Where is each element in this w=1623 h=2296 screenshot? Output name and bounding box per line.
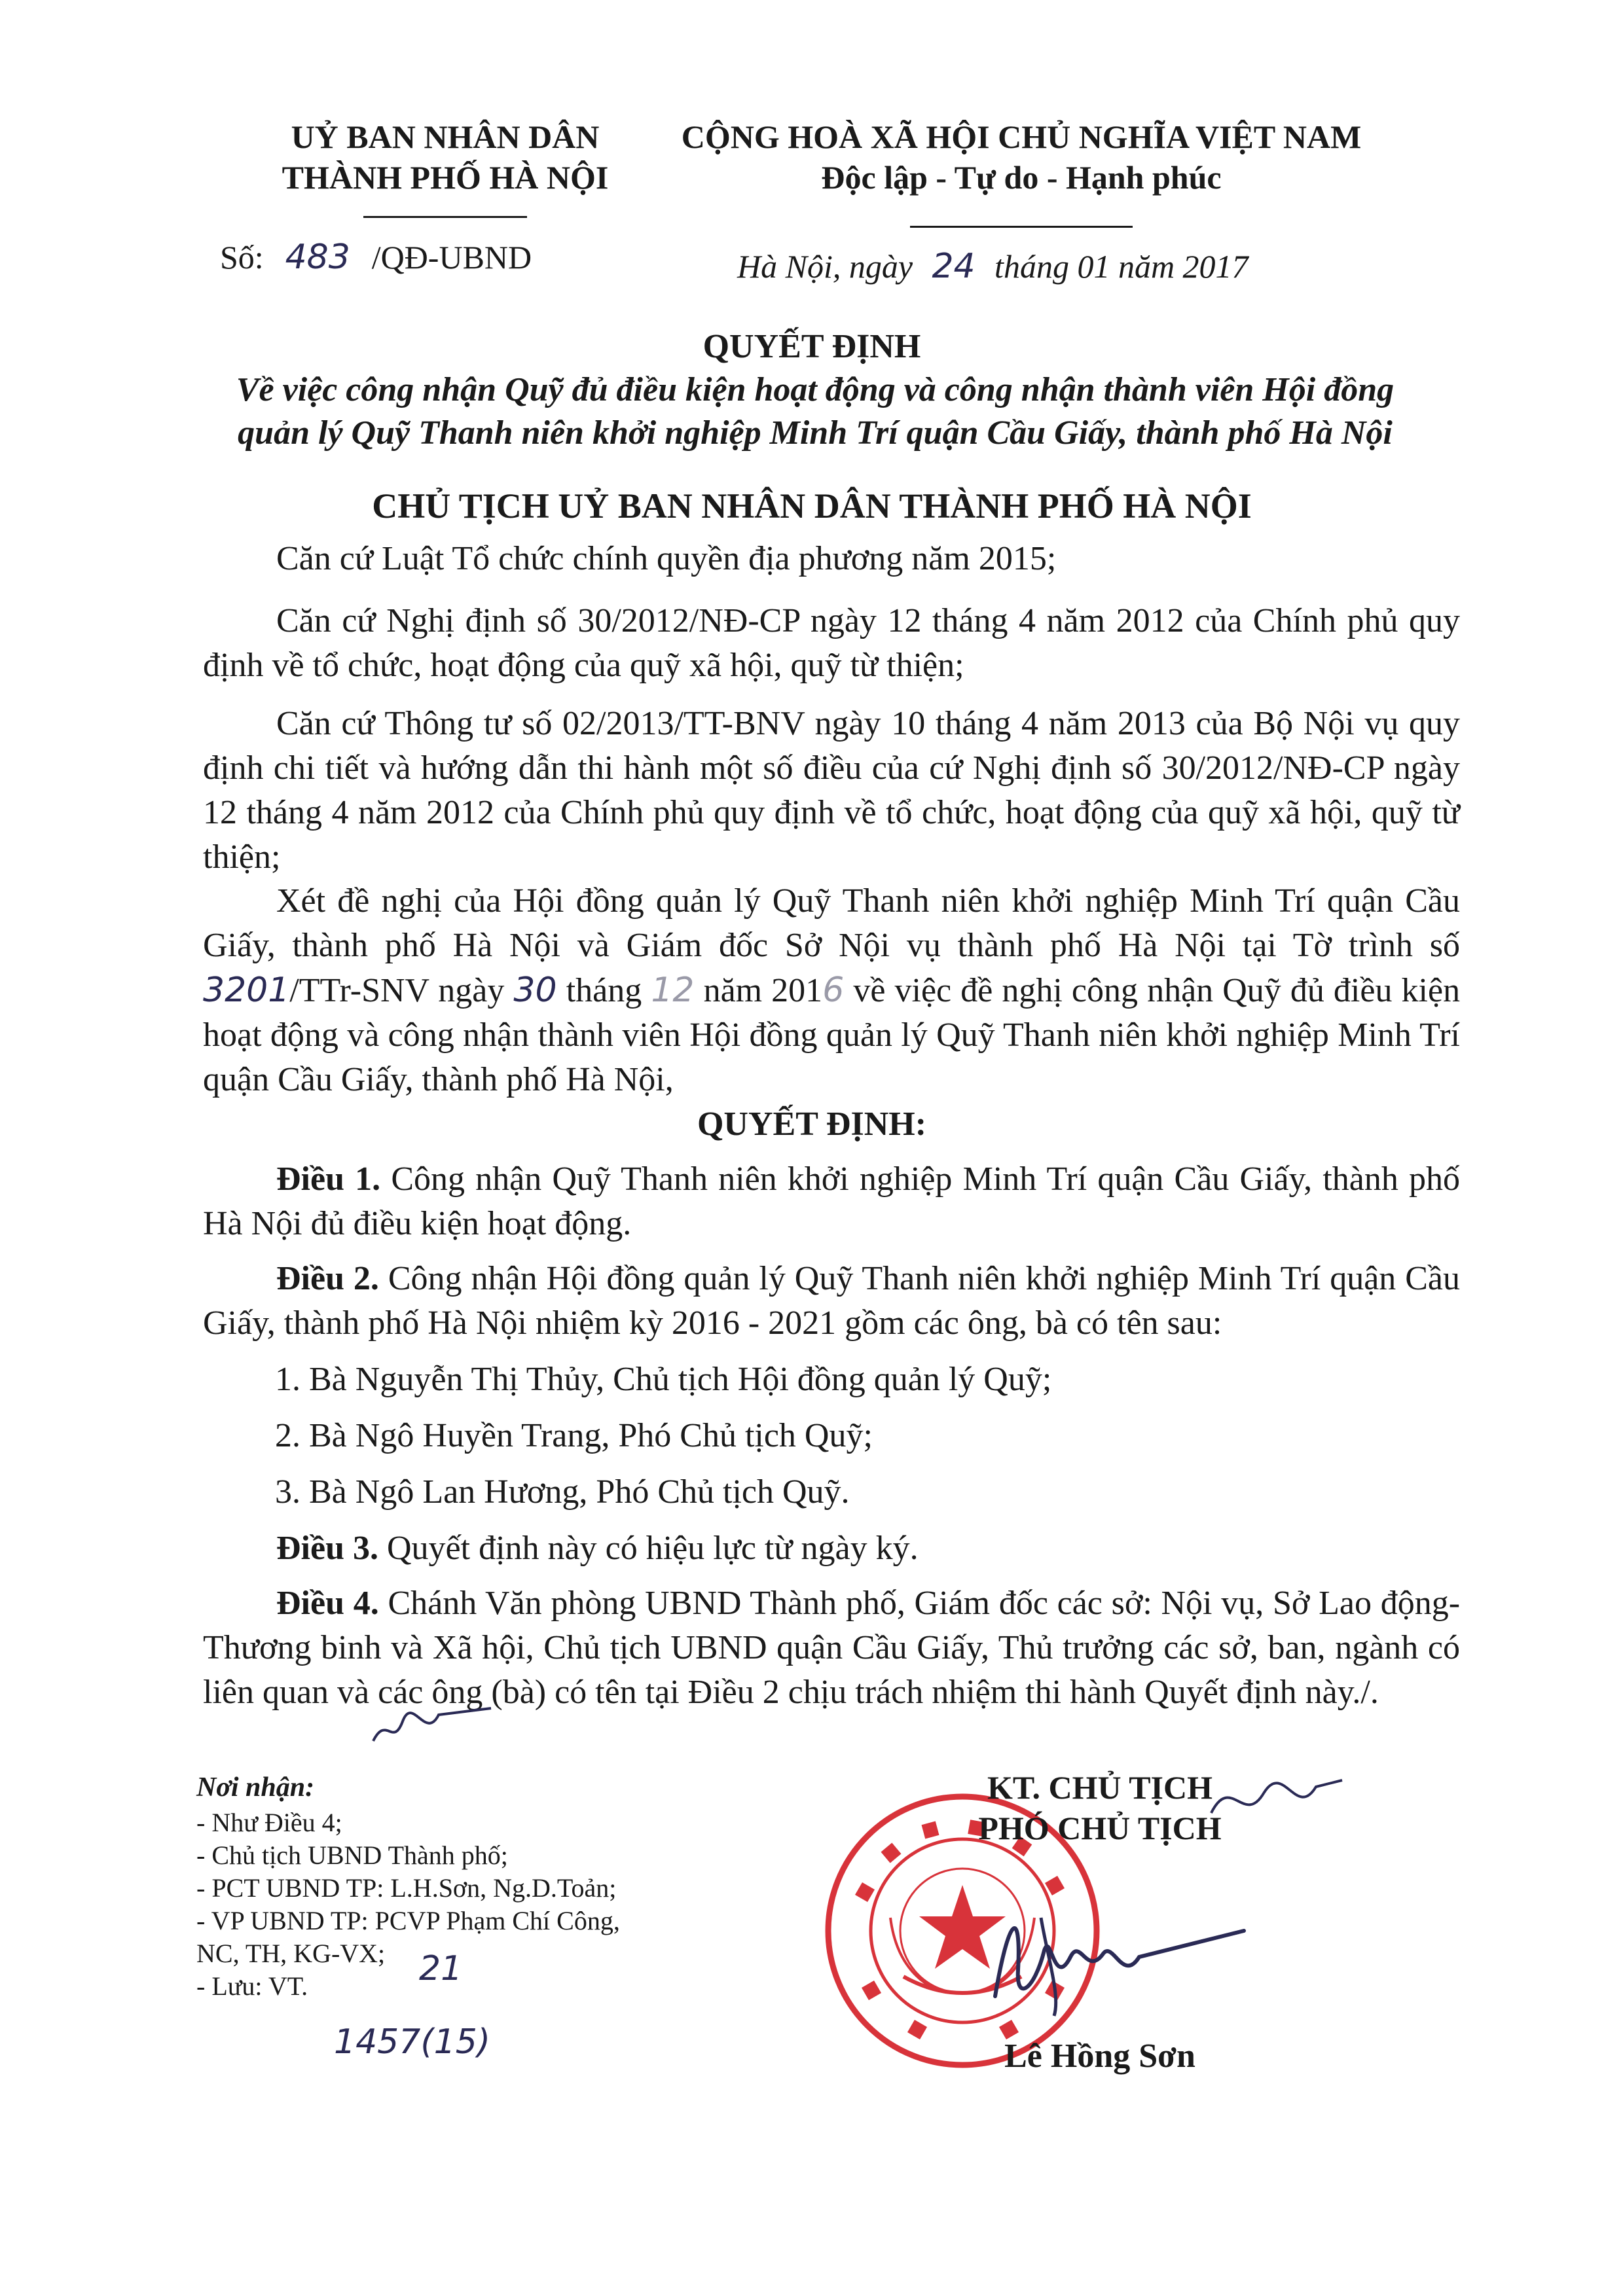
national-motto: Độc lập - Tự do - Hạnh phúc: [821, 159, 1222, 196]
recipients-heading: Nơi nhận:: [196, 1772, 315, 1803]
proposal-number: 3201: [203, 971, 290, 1010]
basis-text-2: Căn cứ Nghị định số 30/2012/NĐ-CP ngày 12 tháng 4 năm 2012 của Chính phủ quy định về tổ chức, hoạt động của quỹ xã hội, quỹ từ thiện;: [203, 602, 1460, 684]
recipient-1: - Như Điều 4;: [196, 1808, 342, 1837]
basis-paragraph-4: [203, 879, 1460, 1102]
article-1-text: Công nhận Quỹ Thanh niên khởi nghiệp Minh Trí quận Cầu Giấy, thành phố Hà Nội đủ điều kiện hoạt động.: [203, 1160, 1461, 1242]
document-subject: [151, 368, 1480, 455]
article-4-text: Chánh Văn phòng UBND Thành phố, Giám đốc các sở: Nội vụ, Sở Lao động- Thương binh và Xã hội, Chủ tịch UBND quận Cầu Giấy, Thủ trưởng các sở, ban, ngành có liên quan và các ông (bà) có tên tại Điều 2 chịu trách nhiệm thi hành Quyết định này./.: [203, 1585, 1461, 1711]
date-prefix: Hà Nội, ngày: [737, 248, 913, 285]
article-4: [203, 1581, 1460, 1715]
issuer-header: [196, 117, 694, 198]
basis-text-4d: năm 201: [703, 972, 823, 1009]
member-2: 2. Bà Ngô Huyền Trang, Phó Chủ tịch Quỹ;: [275, 1417, 873, 1454]
handwritten-reference: 1457(15): [334, 2022, 491, 2062]
recipient-6: - Lưu: VT.: [196, 1971, 308, 2001]
handwritten-count: 21: [419, 1949, 463, 1988]
basis-paragraph-2: [203, 599, 1460, 688]
article-1-label: Điều 1.: [276, 1160, 381, 1198]
number-value: 483: [285, 238, 350, 277]
document-title: QUYẾT ĐỊNH: [702, 328, 921, 365]
date-day: 24: [932, 247, 976, 286]
national-header: [629, 117, 1414, 198]
national-line1: CỘNG HOÀ XÃ HỘI CHỦ NGHĨA VIỆT NAM: [681, 118, 1362, 155]
recipient-4: - VP UBND TP: PCVP Phạm Chí Công,: [196, 1906, 620, 1935]
document-number: [220, 237, 532, 278]
signature-flourish: [1205, 1767, 1349, 1833]
proposal-month: 12: [651, 971, 695, 1010]
issue-date: [737, 246, 1249, 287]
article-3-text: Quyết định này có hiệu lực từ ngày ký.: [387, 1530, 919, 1567]
article-1: [203, 1157, 1460, 1246]
basis-text-4b: /TTr-SNV ngày: [289, 972, 505, 1009]
proposal-day: 30: [513, 971, 557, 1010]
number-suffix: /QĐ-UBND: [371, 239, 532, 276]
recipient-5: NC, TH, KG-VX;: [196, 1939, 386, 1968]
number-label: Số:: [220, 239, 264, 276]
recipient-2: - Chủ tịch UBND Thành phố;: [196, 1840, 508, 1870]
basis-text-4c: tháng: [566, 972, 642, 1009]
article-2: [203, 1257, 1460, 1346]
signature-line1: KT. CHỦ TỊCH: [987, 1769, 1213, 1806]
member-3: 3. Bà Ngô Lan Hương, Phó Chủ tịch Quỹ.: [275, 1473, 850, 1511]
date-suffix: tháng 01 năm 2017: [994, 248, 1249, 285]
article-2-text: Công nhận Hội đồng quản lý Quỹ Thanh niên khởi nghiệp Minh Trí quận Cầu Giấy, thành phố Hà Nội nhiệm kỳ 2016 - 2021 gồm các ông, bà có tên sau:: [203, 1260, 1460, 1342]
initial-mark: [367, 1702, 498, 1754]
recipient-3: - PCT UBND TP: L.H.Sơn, Ng.D.Toản;: [196, 1873, 617, 1903]
decision-heading: QUYẾT ĐỊNH:: [697, 1105, 927, 1143]
article-2-label: Điều 2.: [276, 1260, 379, 1297]
basis-text-4e: về việc đề nghị công nhận Quỹ đủ điều kiện hoạt động và công nhận thành viên Hội đồng quản lý Quỹ Thanh niên khởi nghiệp Minh Trí quận Cầu Giấy, thành phố Hà Nội,: [203, 972, 1461, 1098]
basis-paragraph-3: [203, 702, 1460, 880]
basis-text-4a: Xét đề nghị của Hội đồng quản lý Quỹ Thanh niên khởi nghiệp Minh Trí quận Cầu Giấy, thành phố Hà Nội và Giám đốc Sở Nội vụ thành phố Hà Nội tại Tờ trình số: [203, 882, 1460, 964]
article-3: [203, 1526, 1460, 1571]
recipients-list: [196, 1806, 773, 2003]
issuer-line2: THÀNH PHỐ HÀ NỘI: [282, 159, 609, 196]
basis-text-3: Căn cứ Thông tư số 02/2013/TT-BNV ngày 10 tháng 4 năm 2013 của Bộ Nội vụ quy định chi tiết và hướng dẫn thi hành một số điều của cứ Nghị định số 30/2012/NĐ-CP ngày 12 tháng 4 năm 2012 của Chính phủ quy định về tổ chức, hoạt động của quỹ xã hội, quỹ từ thiện;: [203, 705, 1460, 876]
authority-heading: CHỦ TỊCH UỶ BAN NHÂN DÂN THÀNH PHỐ HÀ NỘI: [372, 486, 1252, 526]
member-1: 1. Bà Nguyễn Thị Thủy, Chủ tịch Hội đồng quản lý Quỹ;: [275, 1361, 1052, 1398]
motto-underline: [910, 226, 1133, 228]
issuer-underline: [363, 216, 527, 218]
article-4-label: Điều 4.: [276, 1585, 379, 1622]
issuer-line1: UỶ BAN NHÂN DÂN: [291, 118, 600, 155]
signature-line2: PHÓ CHỦ TỊCH: [978, 1810, 1222, 1846]
basis-paragraph-1: [203, 537, 1460, 581]
subject-line1: Về việc công nhận Quỹ đủ điều kiện hoạt động và công nhận thành viên Hội đồng: [236, 371, 1395, 408]
article-3-label: Điều 3.: [276, 1530, 378, 1567]
subject-line2: quản lý Quỹ Thanh niên khởi nghiệp Minh Trí quận Cầu Giấy, thành phố Hà Nội: [238, 414, 1393, 452]
signer-name: Lê Hồng Sơn: [1004, 2037, 1195, 2075]
basis-text-1: Căn cứ Luật Tổ chức chính quyền địa phương năm 2015;: [276, 540, 1057, 577]
proposal-year: 6: [822, 971, 845, 1010]
handwritten-signature: [982, 1892, 1257, 2022]
